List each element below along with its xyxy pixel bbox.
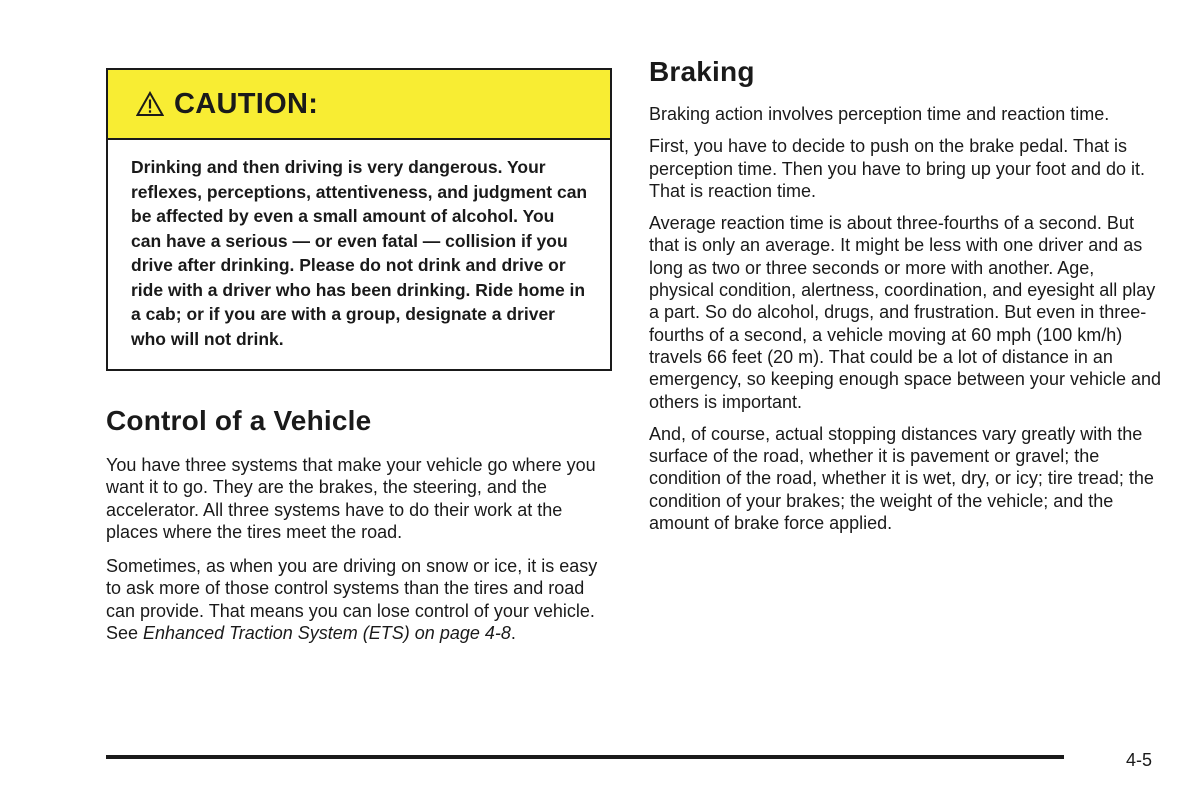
right-column [649,56,1164,534]
caution-text: Drinking and then driving is very dangerous. Your reflexes, perceptions, attentiveness, and judgment can be affected by even a small amount of alcohol. You can have a serious — or even fatal — collision if you drive after drinking. Please do not drink and drive or ride with a driver who has been drinking. Ride home in a cab; or if you are with a group, designate a driver who will not drink. [131,157,588,349]
control-paragraph-2-text: Sometimes, as when you are driving on snow or ice, it is easy to ask more of those control systems than the tires and road can provide. That means you can lose control of your vehicle. See [106,556,598,644]
control-paragraph-2-end: . [510,623,516,644]
ets-cross-reference-link[interactable]: Enhanced Traction System (ETS) on page 4-8 [143,623,511,644]
braking-paragraph-3: Average reaction time is about three-fourths of a second. But that is only an average. It might be less with one driver and as long as two or three seconds or more with another. Age, physical condition, alertness, coordination, and eyesight all play a part. So do alcohol, drugs, and frustration. But even in three-fourths of a second, a vehicle moving at 60 mph (100 km/h) travels 66 feet (20 m). That could be a lot of distance in an emergency, so keeping enough space between your vehicle and others is important. [649,213,1162,412]
warning-triangle-icon [136,91,164,117]
braking-paragraph-2: First, you have to decide to push on the brake pedal. That is perception time. Then you have to bring up your foot and do it. That is reaction time. [649,136,1145,201]
caution-header [108,70,610,140]
control-paragraph-2 [106,555,612,644]
control-heading: Control of a Vehicle [106,405,372,436]
caution-box [106,68,612,371]
control-paragraph-1: You have three systems that make your vehicle go where you want it to go. They are the brakes, the steering, and the accelerator. All three systems have to do their work at the places where the tires meet the road. [106,455,596,542]
braking-paragraph-1: Braking action involves perception time and reaction time. [649,104,1110,124]
footer-rule [106,755,1064,759]
page-number: 4-5 [1126,750,1153,770]
braking-heading: Braking [649,56,755,87]
braking-paragraph-4: And, of course, actual stopping distances vary greatly with the surface of the road, whether it is pavement or gravel; the condition of the road, whether it is wet, dry, or icy; tire tread; the condition of your brakes; the weight of the vehicle; and the amount of brake force applied. [649,423,1154,534]
caution-title: CAUTION: [174,87,319,120]
left-column [106,68,612,644]
caution-body [108,140,610,369]
